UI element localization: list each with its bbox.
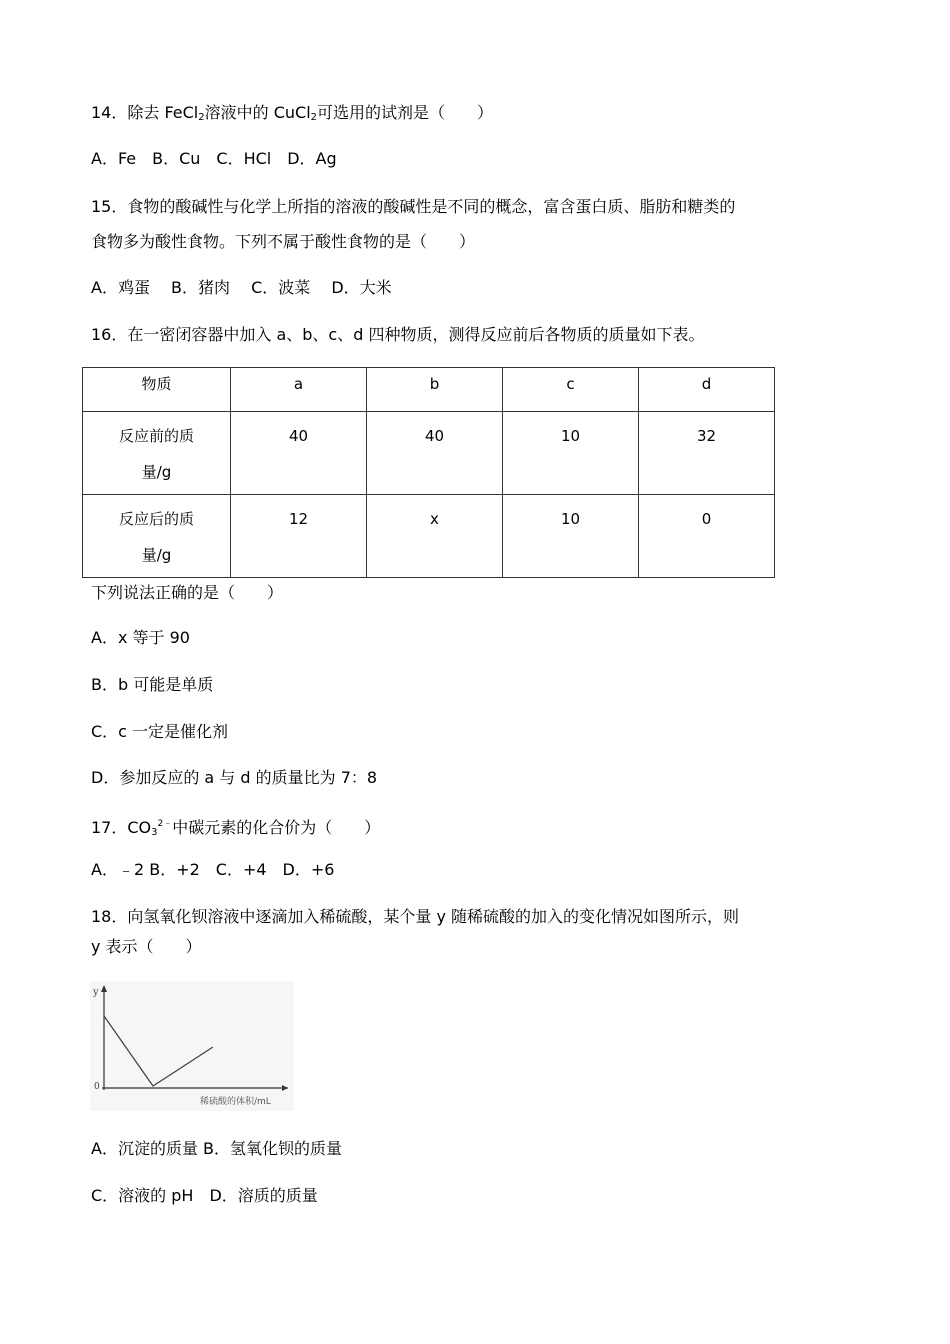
q15-stem-line1: 15．食物的酸碱性与化学上所指的溶液的酸碱性是不同的概念，富含蛋白质、脂肪和糖类的 <box>91 197 736 216</box>
q14-stem-part: 溶液中的 CuCl <box>204 103 311 122</box>
table-cell: 32 <box>639 412 775 495</box>
q15-options: A．鸡蛋 B．猪肉 C．波菜 D．大米 <box>91 278 392 297</box>
table-row-label: 反应后的质 量/g <box>83 495 231 578</box>
q18-graph-figure <box>90 981 294 1111</box>
table-header-cell: 物质 <box>83 368 231 412</box>
q17-stem-part: 17．CO <box>91 818 152 837</box>
q15-stem-line2: 食物多为酸性食物。下列不属于酸性食物的是（ ） <box>91 232 476 251</box>
table-header-row <box>83 368 775 412</box>
subscript: 3 <box>151 827 158 838</box>
q14-stem <box>91 102 493 129</box>
table-cell: x <box>367 495 503 578</box>
q16-option-a: A．x 等于 90 <box>91 628 190 647</box>
table-cell: 10 <box>503 495 639 578</box>
q14-stem-part: 14．除去 FeCl <box>91 103 199 122</box>
table-cell: 40 <box>367 412 503 495</box>
q16-option-d: D．参加反应的 a 与 d 的质量比为 7：8 <box>91 768 378 787</box>
q18-stem-line2: y 表示（ ） <box>91 937 202 956</box>
x-axis-label: 稀硫酸的体积/mL <box>200 1097 271 1107</box>
table-cell: 40 <box>231 412 367 495</box>
table-cell: 0 <box>639 495 775 578</box>
table-header-cell: c <box>503 368 639 412</box>
q17-stem-part: 中碳元素的化合价为（ ） <box>172 818 381 837</box>
table-header-cell: d <box>639 368 775 412</box>
table-header-cell: b <box>367 368 503 412</box>
q18-options-line1: A．沉淀的质量 B．氢氧化钡的质量 <box>91 1139 343 1158</box>
graph-background <box>90 981 294 1111</box>
origin-label: 0 <box>94 1082 100 1092</box>
q16-mass-table <box>82 367 775 578</box>
q16-stem: 16．在一密闭容器中加入 a、b、c、d 四种物质，测得反应前后各物质的质量如下表。 <box>91 325 705 344</box>
q17-stem <box>91 813 380 844</box>
subscript: 2 <box>198 112 205 123</box>
q14-stem-part: 可选用的试剂是（ ） <box>317 103 494 122</box>
table-cell: 10 <box>503 412 639 495</box>
q16-option-c: C．c 一定是催化剂 <box>91 722 229 741</box>
q16-option-b: B．b 可能是单质 <box>91 675 214 694</box>
table-row <box>83 495 775 578</box>
q16-prompt: 下列说法正确的是（ ） <box>91 583 284 602</box>
y-axis-label: y <box>93 987 99 998</box>
table-row <box>83 412 775 495</box>
table-row-label: 反应前的质 量/g <box>83 412 231 495</box>
subscript: 2 <box>310 112 318 123</box>
q18-stem-line1: 18．向氢氧化钡溶液中逐滴加入稀硫酸，某个量 y 随稀硫酸的加入的变化情况如图所示，则 <box>91 907 740 926</box>
table-cell: 12 <box>231 495 367 578</box>
table-header-cell: a <box>231 368 367 412</box>
q17-options: A．﹣2 B．+2 C．+4 D．+6 <box>91 860 335 879</box>
q18-options-line2: C．溶液的 pH D．溶质的质量 <box>91 1186 318 1205</box>
q14-options: A．Fe B．Cu C．HCl D．Ag <box>91 149 337 168</box>
superscript: 2﹣ <box>157 819 173 829</box>
